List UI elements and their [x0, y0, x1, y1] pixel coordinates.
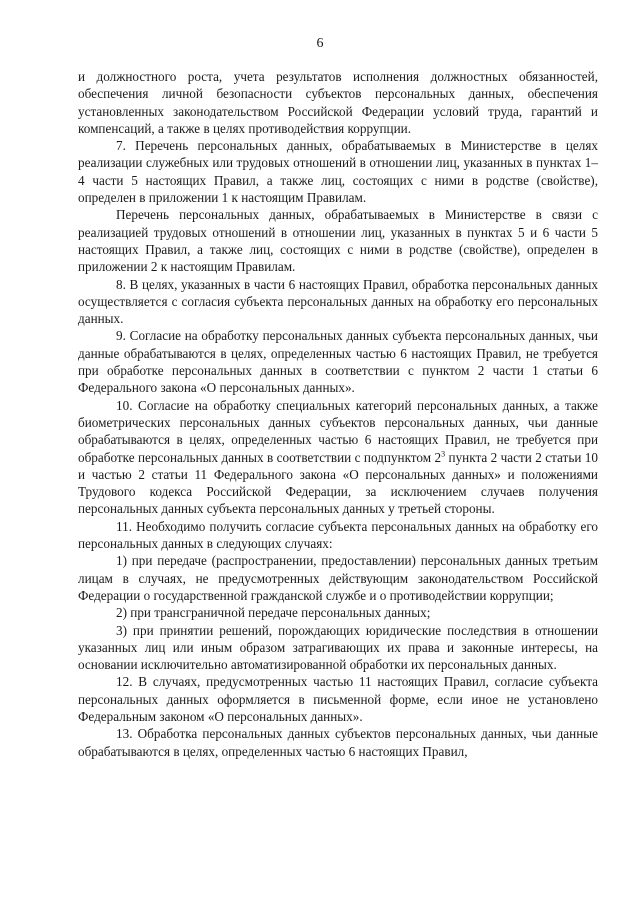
paragraph-item-11: 11. Необходимо получить согласие субъекта персональных данных на обработку его персональных данных в следующих случаях: — [78, 518, 598, 552]
superscript-index: 3 — [441, 449, 446, 459]
page-number: 6 — [316, 36, 324, 51]
subitem-11-1: 1) при передаче (распространении, предоставлении) персональных данных третьим лицам в случаях, не предусмотренных действующим законодательством Российской Федерации о государственной гражданской службе и о противодействии коррупции; — [78, 553, 598, 603]
subitem-11-2: 2) при трансграничной передаче персональных данных; — [116, 605, 431, 621]
paragraph-item-7: 7. Перечень персональных данных, обрабатываемых в Министерстве в целях реализации служебных или трудовых отношений в отношении лиц, указанных в пунктах 1–4 части 5 настоящих Правил, а также лиц, состоящих с ними в родстве (свойстве), определен в приложении 1 к настоящим Правилам. — [78, 138, 598, 206]
paragraph-item-13: 13. Обработка персональных данных субъектов персональных данных, чьи данные обрабатываются в целях, определенных частью 6 настоящих Правил, — [78, 726, 598, 759]
paragraph-continuation: и должностного роста, учета результатов исполнения должностных обязанностей, обеспечения личной безопасности субъектов персональных данных, обеспечения установленных законодательством Российской Федерации условий труда, гарантий и компенсаций, а также в целях противодействия коррупции. — [78, 69, 598, 136]
paragraph-item-10-text-end: пункта 2 части 2 статьи 10 и частью 2 статьи 11 Федерального закона «О персональных данных» и положениями Трудового кодекса Российской Федерации, за исключением случаев получения персональных данных субъекта персональных данных у третьей стороны. — [78, 449, 598, 517]
paragraph-item-12: 12. В случаях, предусмотренных частью 11 настоящих Правил, согласие субъекта персональных данных оформляется в письменной форме, если иное не установлено Федеральным законом «О персональных данных». — [78, 674, 598, 724]
paragraph-item-10 — [78, 397, 598, 518]
paragraph-item-7-list: Перечень персональных данных, обрабатываемых в Министерстве в связи с реализацией трудовых отношений в отношении лиц, указанных в пунктах 5 и 6 части 5 настоящих Правил, а также лиц, состоящих с ними в родстве (свойстве), определен в приложении 2 к настоящим Правилам. — [78, 207, 598, 275]
paragraph-item-9: 9. Согласие на обработку персональных данных субъекта персональных данных, чьи данные обрабатываются в целях, определенных частью 6 настоящих Правил, не требуется при обработке персональных данных в соответствии с пунктом 2 части 1 статьи 6 Федерального закона «О персональных данных». — [78, 328, 598, 396]
paragraph-item-10-text-start: 10. Согласие на обработку специальных категорий персональных данных, а также биометрических персональных данных субъектов персональных данных, чьи данные обрабатываются в целях, определенных частью 6 настоящих Правил, не требуется при обработке персональных данных в соответствии с подпунктом 2 — [78, 397, 598, 465]
paragraph-item-8: 8. В целях, указанных в части 6 настоящих Правил, обработка персональных данных осуществляется с согласия субъекта персональных данных на обработку его персональных данных. — [78, 276, 598, 327]
document-body — [78, 68, 598, 760]
subitem-11-3: 3) при принятии решений, порождающих юридические последствия в отношении указанных лиц или иным образом затрагивающих их права и законные интересы, на основании исключительно автоматизированной обработки их персональных данных. — [78, 622, 598, 673]
